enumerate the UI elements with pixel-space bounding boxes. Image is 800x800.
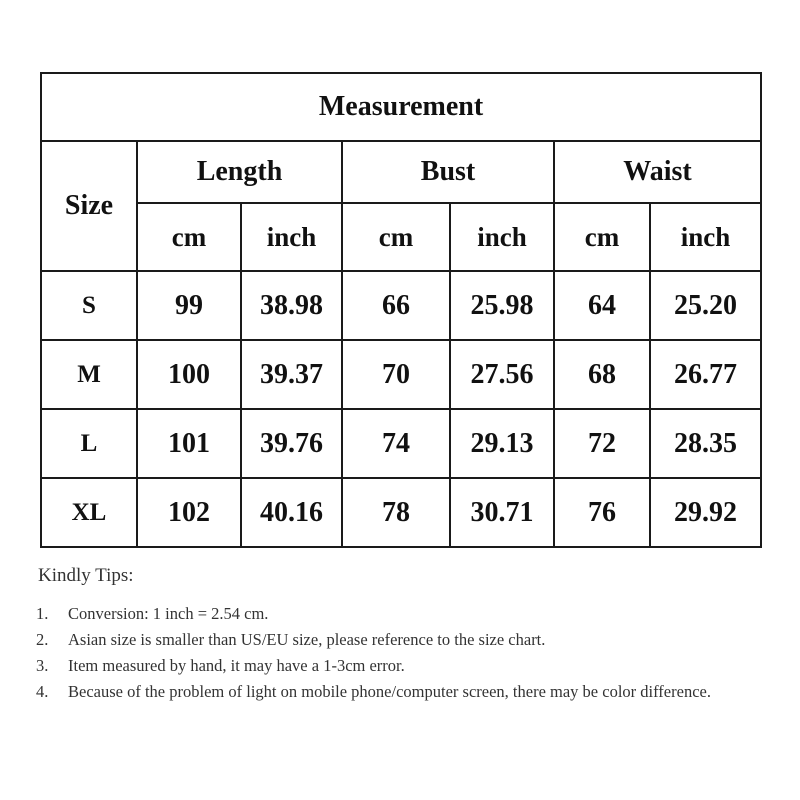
table-cell: 74: [342, 409, 450, 478]
list-number: 2.: [36, 630, 49, 649]
table-row: [41, 478, 761, 547]
kindly-tips: [36, 565, 776, 705]
table-title: Measurement: [41, 73, 761, 141]
table-cell: 66: [342, 271, 450, 340]
table-cell: 29.92: [650, 478, 761, 547]
list-number: 1.: [36, 604, 49, 623]
table-cell: 40.16: [241, 478, 342, 547]
unit-header: inch: [450, 203, 554, 271]
tips-list: [36, 601, 776, 705]
unit-header: cm: [137, 203, 241, 271]
table-row: [41, 409, 761, 478]
table-cell: 99: [137, 271, 241, 340]
list-text: Item measured by hand, it may have a 1-3cm error.: [68, 656, 405, 675]
size-label: S: [41, 271, 137, 340]
table-cell: 68: [554, 340, 650, 409]
tips-title: Kindly Tips:: [38, 565, 134, 586]
table-cell: 25.98: [450, 271, 554, 340]
unit-header: inch: [650, 203, 761, 271]
table-cell: 38.98: [241, 271, 342, 340]
list-item: [36, 653, 776, 679]
table-cell: 26.77: [650, 340, 761, 409]
table-cell: 72: [554, 409, 650, 478]
length-header: Length: [137, 141, 342, 203]
table-cell: 101: [137, 409, 241, 478]
table-cell: 28.35: [650, 409, 761, 478]
table-cell: 25.20: [650, 271, 761, 340]
table-row: [41, 340, 761, 409]
size-label: XL: [41, 478, 137, 547]
size-label: M: [41, 340, 137, 409]
table-title-row: [41, 73, 761, 141]
bust-header: Bust: [342, 141, 554, 203]
table-cell: 78: [342, 478, 450, 547]
unit-header: cm: [554, 203, 650, 271]
table-cell: 100: [137, 340, 241, 409]
table-cell: 70: [342, 340, 450, 409]
table-cell: 27.56: [450, 340, 554, 409]
list-text: Because of the problem of light on mobile phone/computer screen, there may be color difference.: [68, 682, 711, 701]
list-item: [36, 601, 776, 627]
waist-header: Waist: [554, 141, 761, 203]
unit-header: inch: [241, 203, 342, 271]
table-cell: 102: [137, 478, 241, 547]
table-cell: 29.13: [450, 409, 554, 478]
size-column-header: Size: [41, 141, 137, 271]
list-text: Conversion: 1 inch = 2.54 cm.: [68, 604, 269, 623]
table-cell: 30.71: [450, 478, 554, 547]
table-row: [41, 271, 761, 340]
size-chart-table: [40, 72, 762, 548]
group-header-row: [41, 141, 761, 203]
table-cell: 39.76: [241, 409, 342, 478]
table-cell: 76: [554, 478, 650, 547]
unit-header-row: [41, 203, 761, 271]
size-label: L: [41, 409, 137, 478]
list-number: 4.: [36, 682, 49, 701]
list-text: Asian size is smaller than US/EU size, please reference to the size chart.: [68, 630, 546, 649]
table-cell: 64: [554, 271, 650, 340]
list-number: 3.: [36, 656, 49, 675]
unit-header: cm: [342, 203, 450, 271]
list-item: [36, 627, 776, 653]
table-cell: 39.37: [241, 340, 342, 409]
list-item: [36, 679, 776, 705]
